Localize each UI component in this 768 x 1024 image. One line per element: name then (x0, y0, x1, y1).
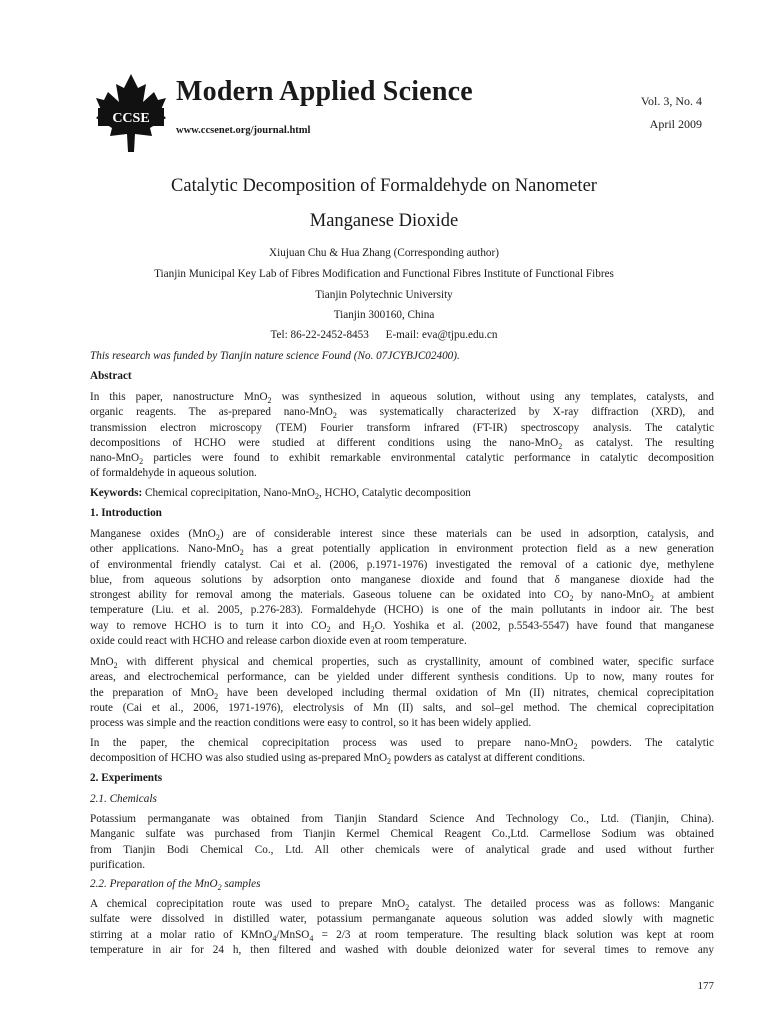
funding-note: This research was funded by Tianjin nature science Found (No. 07JCYBJC02400). (90, 350, 460, 362)
chemicals-heading: 2.1. Chemicals (90, 793, 157, 805)
paper-title-line-2: Manganese Dioxide (309, 211, 459, 231)
publication-date: April 2009 (649, 117, 702, 131)
paper-title-line-1: Catalytic Decomposition of Formaldehyde on Nanometer (171, 176, 597, 196)
author-names: Xiujuan Chu & Hua Zhang (Corresponding author) (269, 247, 499, 259)
preparation-heading: 2.2. Preparation of the MnO$_2$ samples (90, 878, 261, 893)
preparation-paragraph: A chemical coprecipitation route was used to prepare MnO$_2$ catalyst. The detailed process was as follows: Manganic sulfate were dissolved in distilled water, potassium permanganate aqueous solution was added slowly with magnetic stirring at a molar ratio of KMnO$_4$/MnSO$_4$ = 2/3 at room temperature. The resulting black solution was kept at room temperature in air for 24 h, then filtered and washed with double deionized water for several times to remove any (90, 898, 714, 956)
journal-title: Modern Applied Science (176, 76, 473, 107)
chemicals-paragraph: Potassium permanganate was obtained from Tianjin Standard Science And Technology Co., Ltd. (Tianjin, China). Manganic sulfate was purchased from Tianjin Kermel Chemical Reagent Co.,Ltd. Carmellose Sodium was obtained from Tianjin Bodi Chemical Co., Ltd. All other chemicals were of analytical grade and used without further purification. (90, 813, 714, 871)
logo-text: CCSE (112, 111, 150, 126)
author-affiliation: Tianjin Municipal Key Lab of Fibres Modification and Functional Fibres Institute of Functional Fibres (154, 268, 614, 280)
introduction-heading: 1. Introduction (90, 507, 162, 519)
introduction-paragraph-2: MnO$_2$ with different physical and chemical properties, such as crystallinity, amount of combined water, specific surface areas, and electrochemical performance, can be yielded under different synthesis conditions. Up to now, many routes for the preparation of MnO$_2$ have been developed including thermal oxidation of Mn (II) nitrates, chemical coprecipitation route (Cai et al., 2006, 1971-1976), electrolysis of Mn (II) salts, and sol–gel method. The chemical coprecipitation process was simple and the reaction conditions were easy to control, so it has been widely applied. (90, 656, 715, 730)
journal-url[interactable]: www.ccsenet.org/journal.html (176, 125, 311, 136)
keywords-line: Keywords: Chemical coprecipitation, Nano-MnO$_2$, HCHO, Catalytic decomposition (90, 487, 471, 502)
experiments-heading: 2. Experiments (90, 772, 163, 784)
abstract-text: In this paper, nanostructure MnO$_2$ was synthesized in aqueous solution, without using any templates, catalysts, and organic reagents. The as-prepared nano-MnO$_2$ was systematically characterized by X-ray diffraction (XRD), and transmission electron microscopy (TEM) Fourier transform infrared (FT-IR) spectroscopy analysis. The catalytic decompositions of HCHO were studied at different conditions using the nano-MnO$_2$ as catalyst. The resulting nano-MnO$_2$ particles were found to exhibit remarkable environmental catalytic performance in catalytic decomposition of formaldehyde in aqueous solution. (90, 391, 714, 480)
author-email[interactable]: E-mail: eva@tjpu.edu.cn (385, 329, 498, 341)
author-city: Tianjin 300160, China (333, 309, 435, 321)
page-number: 177 (697, 980, 714, 992)
abstract-heading: Abstract (90, 370, 132, 382)
introduction-paragraph-1: Manganese oxides (MnO$_2$) are of considerable interest since these materials can be used in adsorption, catalysis, and other applications. Nano-MnO$_2$ has a great potentially application in environment protection field as a new generation of environmental friendly catalyst. Cai et al. (2006, p.1971-1976) investigated the removal of a cationic dye, methylene blue, from aqueous solutions by adsorption onto manganese dioxide and found that δ manganese dioxide had the strongest ability for removal among the materials. Gaseous toluene can be oxidated into $CO_2$ by nano-MnO$_2$ at ambient temperature (Liu. et al. 2005, p.276-283). Formaldehyde (HCHO) is one of the main pollutants in indoor air. The best way to remove HCHO is to turn it into $CO_2$ and $H_2O$. Yoshika et al. (2002, p.5543-5547) have found that manganese oxide could react with HCHO and release carbon dioxide even at room temperature. (90, 528, 715, 648)
ccse-maple-leaf-logo (94, 72, 168, 154)
volume-issue: Vol. 3, No. 4 (640, 94, 702, 108)
author-tel: Tel: 86-22-2452-8453 (270, 329, 369, 341)
keywords-label: Keywords: (90, 487, 143, 499)
author-contact (90, 329, 678, 341)
author-university: Tianjin Polytechnic University (315, 289, 453, 301)
introduction-paragraph-3: In the paper, the chemical coprecipitation process was used to prepare nano-MnO$_2$ powders. The catalytic decomposition of HCHO was also studied using as-prepared MnO$_2$ powders as catalyst at different conditions. (90, 737, 714, 767)
